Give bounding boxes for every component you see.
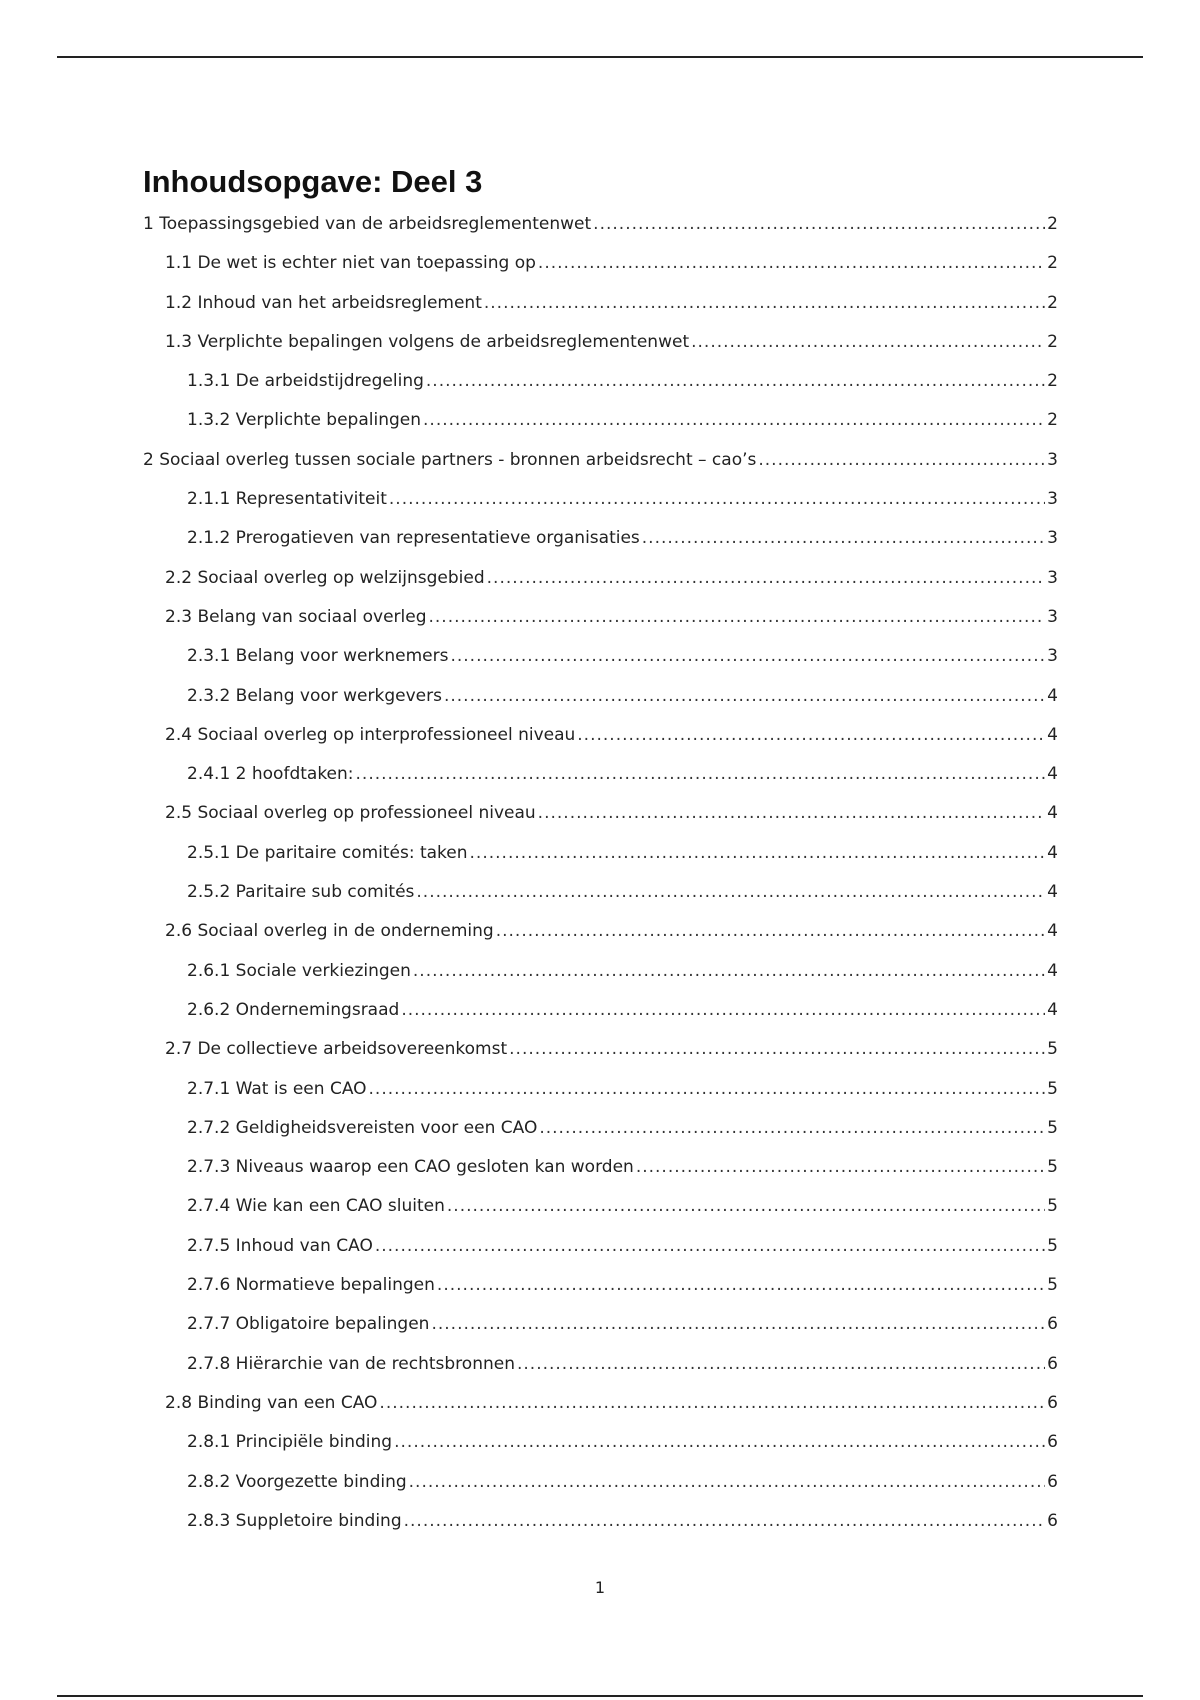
toc-entry[interactable] xyxy=(143,568,1058,607)
toc-entry-title: 2.5 Sociaal overleg op professioneel niveau xyxy=(165,803,536,824)
toc-dot-leader xyxy=(401,1000,1045,1020)
toc-entry[interactable] xyxy=(143,961,1058,1000)
toc-entry-page: 6 xyxy=(1047,1314,1058,1335)
toc-entry[interactable] xyxy=(143,1511,1058,1550)
toc-entry-page: 5 xyxy=(1047,1157,1058,1178)
toc-dot-leader xyxy=(416,882,1045,902)
toc-entry-title: 2.7.3 Niveaus waarop een CAO gesloten kan worden xyxy=(187,1157,634,1178)
toc-entry-page: 3 xyxy=(1047,646,1058,667)
toc-dot-leader xyxy=(404,1511,1046,1531)
toc-entry-page: 4 xyxy=(1047,685,1058,706)
toc-entry-page: 4 xyxy=(1047,842,1058,863)
toc-dot-leader xyxy=(538,803,1046,823)
table-of-contents xyxy=(143,214,1058,1550)
toc-dot-leader xyxy=(577,725,1045,745)
toc-entry-title: 2 Sociaal overleg tussen sociale partners - bronnen arbeidsrecht – cao’s xyxy=(143,449,757,470)
toc-dot-leader xyxy=(379,1393,1045,1413)
toc-entry-page: 5 xyxy=(1047,1235,1058,1256)
toc-entry-page: 2 xyxy=(1047,214,1058,234)
toc-dot-leader xyxy=(484,293,1045,313)
toc-entry-title: 1 Toepassingsgebied van de arbeidsreglementenwet xyxy=(143,214,592,234)
toc-dot-leader xyxy=(509,1039,1045,1059)
toc-entry[interactable] xyxy=(143,332,1058,371)
toc-entry-title: 2.2 Sociaal overleg op welzijnsgebied xyxy=(165,567,485,588)
toc-entry-title: 2.4 Sociaal overleg op interprofessioneel niveau xyxy=(165,724,576,745)
toc-entry-title: 1.3.2 Verplichte bepalingen xyxy=(187,410,422,431)
toc-entry-page: 3 xyxy=(1047,528,1058,549)
toc-entry[interactable] xyxy=(143,725,1058,764)
toc-entry[interactable] xyxy=(143,1157,1058,1196)
toc-entry[interactable] xyxy=(143,528,1058,567)
toc-entry-title: 2.1.1 Representativiteit xyxy=(187,489,387,510)
toc-entry[interactable] xyxy=(143,1472,1058,1511)
toc-entry-title: 2.5.2 Paritaire sub comités xyxy=(187,882,415,903)
toc-entry[interactable] xyxy=(143,1079,1058,1118)
toc-entry-title: 2.6.1 Sociale verkiezingen xyxy=(187,960,411,981)
toc-dot-leader xyxy=(496,921,1045,941)
toc-entry-title: 2.7.7 Obligatoire bepalingen xyxy=(187,1314,430,1335)
toc-entry-page: 4 xyxy=(1047,764,1058,785)
toc-entry[interactable] xyxy=(143,764,1058,803)
toc-entry-page: 4 xyxy=(1047,803,1058,824)
toc-entry[interactable] xyxy=(143,1236,1058,1275)
toc-entry-page: 2 xyxy=(1047,331,1058,352)
toc-dot-leader xyxy=(539,1118,1045,1138)
toc-dot-leader xyxy=(691,332,1045,352)
toc-entry-title: 2.7.5 Inhoud van CAO xyxy=(187,1235,373,1256)
toc-dot-leader xyxy=(593,214,1045,234)
toc-entry[interactable] xyxy=(143,253,1058,292)
header-rule xyxy=(57,56,1143,58)
toc-dot-leader xyxy=(429,607,1046,627)
toc-entry-title: 1.1 De wet is echter niet van toepassing op xyxy=(165,253,536,274)
toc-dot-leader xyxy=(423,410,1045,430)
toc-entry[interactable] xyxy=(143,921,1058,960)
toc-entry-page: 5 xyxy=(1047,1196,1058,1217)
toc-entry-page: 6 xyxy=(1047,1392,1058,1413)
toc-entry[interactable] xyxy=(143,843,1058,882)
toc-entry[interactable] xyxy=(143,646,1058,685)
toc-entry-title: 2.4.1 2 hoofdtaken: xyxy=(187,764,354,785)
toc-entry[interactable] xyxy=(143,882,1058,921)
toc-dot-leader xyxy=(356,764,1046,784)
toc-entry-title: 2.5.1 De paritaire comités: taken xyxy=(187,842,468,863)
toc-entry[interactable] xyxy=(143,686,1058,725)
toc-entry[interactable] xyxy=(143,1432,1058,1471)
page-number: 1 xyxy=(594,1578,606,1597)
toc-entry-page: 4 xyxy=(1047,882,1058,903)
toc-entry-page: 6 xyxy=(1047,1471,1058,1492)
toc-entry-title: 2.7.8 Hiërarchie van de rechtsbronnen xyxy=(187,1353,515,1374)
toc-dot-leader xyxy=(470,843,1046,863)
toc-dot-leader xyxy=(413,961,1045,981)
toc-entry[interactable] xyxy=(143,1354,1058,1393)
toc-entry-page: 5 xyxy=(1047,1039,1058,1060)
toc-entry-page: 4 xyxy=(1047,921,1058,942)
toc-dot-leader xyxy=(642,528,1045,548)
toc-dot-leader xyxy=(487,568,1046,588)
toc-entry-page: 3 xyxy=(1047,489,1058,510)
toc-entry-title: 1.3 Verplichte bepalingen volgens de arbeidsreglementenwet xyxy=(165,331,690,352)
toc-entry-page: 6 xyxy=(1047,1432,1058,1453)
toc-dot-leader xyxy=(431,1314,1045,1334)
toc-entry[interactable] xyxy=(143,371,1058,410)
toc-dot-leader xyxy=(758,450,1045,470)
toc-dot-leader xyxy=(437,1275,1045,1295)
toc-entry-title: 1.2 Inhoud van het arbeidsreglement xyxy=(165,292,482,313)
toc-entry-title: 2.8.1 Principiële binding xyxy=(187,1432,393,1453)
toc-entry-title: 1.3.1 De arbeidstijdregeling xyxy=(187,371,424,392)
toc-entry-title: 2.8.3 Suppletoire binding xyxy=(187,1510,402,1531)
toc-dot-leader xyxy=(369,1079,1046,1099)
toc-entry[interactable] xyxy=(143,1196,1058,1235)
toc-dot-leader xyxy=(444,686,1045,706)
toc-entry-title: 2.7.6 Normatieve bepalingen xyxy=(187,1275,435,1296)
toc-dot-leader xyxy=(409,1472,1046,1492)
toc-entry[interactable] xyxy=(143,293,1058,332)
toc-entry[interactable] xyxy=(143,1118,1058,1157)
toc-entry-page: 2 xyxy=(1047,410,1058,431)
page-title: Inhoudsopgave: Deel 3 xyxy=(143,164,483,199)
toc-entry[interactable] xyxy=(143,607,1058,646)
toc-entry-title: 2.3.1 Belang voor werknemers xyxy=(187,646,449,667)
toc-entry-title: 2.7.2 Geldigheidsvereisten voor een CAO xyxy=(187,1117,538,1138)
toc-entry-title: 2.7.4 Wie kan een CAO sluiten xyxy=(187,1196,445,1217)
toc-dot-leader xyxy=(450,646,1045,666)
toc-entry-title: 2.7 De collectieve arbeidsovereenkomst xyxy=(165,1039,508,1060)
toc-entry-page: 5 xyxy=(1047,1078,1058,1099)
toc-entry-page: 6 xyxy=(1047,1353,1058,1374)
toc-entry[interactable] xyxy=(143,450,1058,489)
toc-entry[interactable] xyxy=(143,1314,1058,1353)
toc-dot-leader xyxy=(517,1354,1045,1374)
toc-entry-page: 4 xyxy=(1047,999,1058,1020)
toc-entry-page: 3 xyxy=(1047,567,1058,588)
toc-dot-leader xyxy=(389,489,1045,509)
toc-entry-title: 2.6.2 Ondernemingsraad xyxy=(187,999,400,1020)
toc-entry-title: 2.7.1 Wat is een CAO xyxy=(187,1078,367,1099)
toc-entry-page: 6 xyxy=(1047,1510,1058,1531)
toc-entry[interactable] xyxy=(143,1000,1058,1039)
toc-entry-page: 3 xyxy=(1047,449,1058,470)
toc-entry-title: 2.8 Binding van een CAO xyxy=(165,1392,378,1413)
toc-entry-title: 2.8.2 Voorgezette binding xyxy=(187,1471,407,1492)
toc-entry-title: 2.3.2 Belang voor werkgevers xyxy=(187,685,442,706)
toc-entry-page: 3 xyxy=(1047,606,1058,627)
toc-entry-page: 4 xyxy=(1047,724,1058,745)
toc-dot-leader xyxy=(394,1432,1045,1452)
toc-entry[interactable] xyxy=(143,1039,1058,1078)
toc-entry[interactable] xyxy=(143,214,1058,253)
toc-entry[interactable] xyxy=(143,1393,1058,1432)
toc-dot-leader xyxy=(538,253,1045,273)
toc-entry-title: 2.6 Sociaal overleg in de onderneming xyxy=(165,921,494,942)
toc-entry-page: 2 xyxy=(1047,292,1058,313)
toc-dot-leader xyxy=(636,1157,1045,1177)
footer-rule xyxy=(57,1695,1143,1697)
toc-entry-title: 2.1.2 Prerogatieven van representatieve organisaties xyxy=(187,528,640,549)
toc-entry-page: 2 xyxy=(1047,253,1058,274)
toc-entry[interactable] xyxy=(143,489,1058,528)
toc-entry-page: 5 xyxy=(1047,1117,1058,1138)
toc-entry-page: 2 xyxy=(1047,371,1058,392)
toc-dot-leader xyxy=(447,1196,1045,1216)
toc-entry-page: 4 xyxy=(1047,960,1058,981)
toc-dot-leader xyxy=(426,371,1045,391)
toc-entry[interactable] xyxy=(143,410,1058,449)
toc-dot-leader xyxy=(375,1236,1045,1256)
toc-entry[interactable] xyxy=(143,803,1058,842)
toc-entry[interactable] xyxy=(143,1275,1058,1314)
toc-entry-page: 5 xyxy=(1047,1275,1058,1296)
toc-entry-title: 2.3 Belang van sociaal overleg xyxy=(165,606,427,627)
